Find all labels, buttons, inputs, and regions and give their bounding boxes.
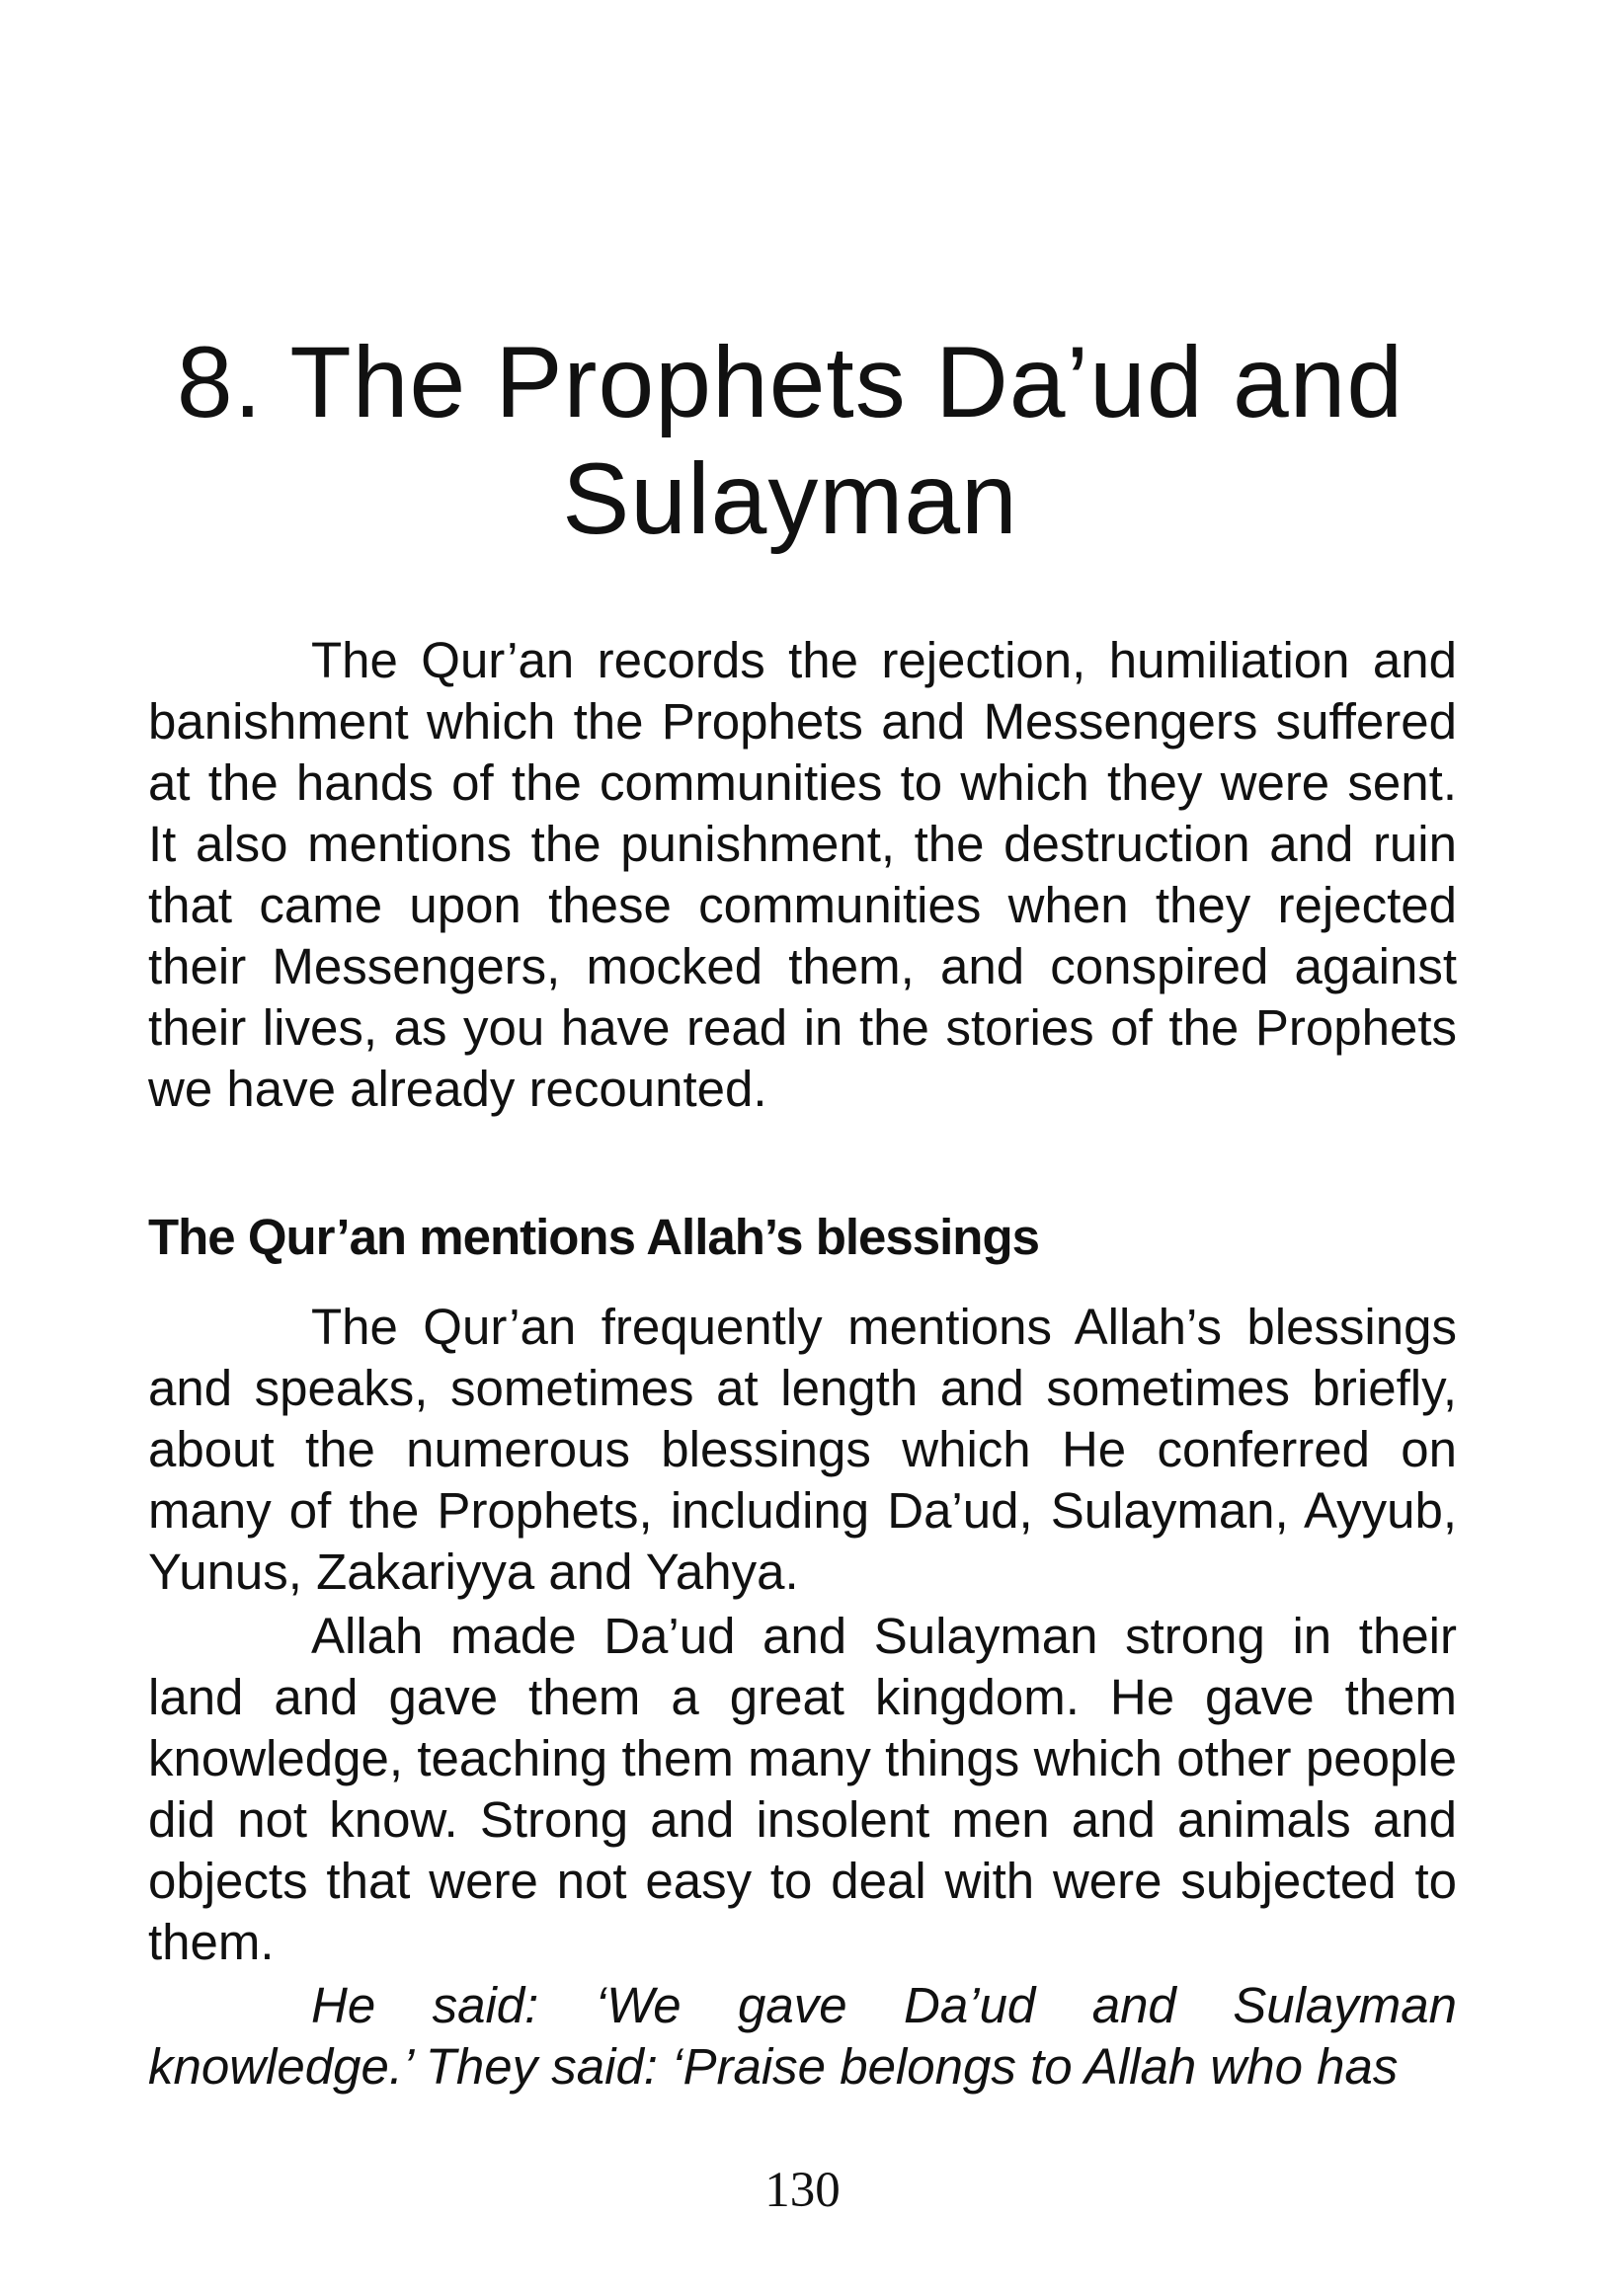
section-heading: The Qur’an mentions Allah’s blessings	[148, 1209, 1039, 1265]
quote-paragraph: He said: ‘We gave Da’ud and Sulayman knowledge.’ They said: ‘Praise belongs to Allah who has	[148, 1977, 1457, 2095]
blessings-paragraph: The Qur’an frequently mentions Allah’s blessings and speaks, sometimes at length and sometimes briefly, about the numerous blessings which He conferred on many of the Prophets, including Da’ud, Sulayman, Ayyub, Yunus, Zakariyya and Yahya.	[148, 1299, 1457, 1600]
chapter-title-line-1: 8. The Prophets Da’ud and	[176, 326, 1404, 438]
intro-paragraph: The Qur’an records the rejection, humiliation and banishment which the Prophets and Messengers suffered at the hands of the communities to which they were sent. It also mentions the punishment, the destruction and ruin that came upon these communities when they rejected their Messengers, mocked them, and conspired against their lives, as you have read in the stories of the Prophets we have already recounted.	[148, 632, 1457, 1117]
page-number: 130	[764, 2163, 841, 2218]
kingdom-paragraph: Allah made Da’ud and Sulayman strong in their land and gave them a great kingdom. He gave them knowledge, teaching them many things which other people did not know. Strong and insolent men and animals and objects that were not easy to deal with were subjected to them.	[148, 1608, 1457, 1970]
chapter-title-line-2: Sulayman	[562, 442, 1018, 555]
chapter-title	[148, 324, 1432, 557]
